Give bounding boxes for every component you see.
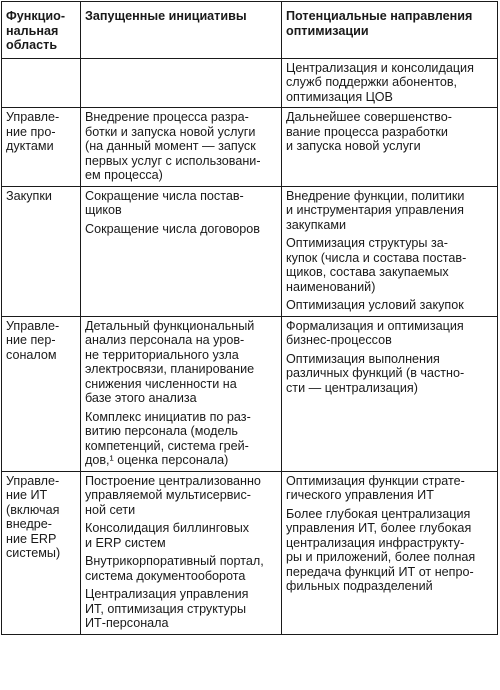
launched-item: Внедрение процесса разра- ботки и запуска новой услуги (на данный момент — запуск первых услуг с использовани- ем процесса): [85, 110, 261, 182]
header-launched-initiatives: Запущенные инициативы: [81, 2, 282, 59]
launched-cell: [81, 108, 282, 187]
table-row: [2, 58, 498, 108]
launched-item: Детальный функциональный анализ персонала на уров- не территориального узла электросвязи, планирование снижения численности на базе этого анализа: [85, 318, 255, 405]
launched-item: Комплекс инициатив по раз- витию персонала (модель компетенций, система грей- дов,¹ оценка персонала): [85, 409, 251, 467]
launched-cell: [81, 58, 282, 108]
header-potential-directions: Потенциальные направления оптимизации: [282, 2, 498, 59]
area-cell: Управле- ние про- дуктами: [2, 108, 81, 187]
table-row: [2, 471, 498, 634]
potential-item: Формализация и оптимизация бизнес-процессов: [286, 318, 464, 347]
table-row: [2, 108, 498, 187]
launched-cell: [81, 186, 282, 316]
potential-item: Внедрение функции, политики и инструментария управления закупками: [286, 188, 465, 232]
potential-item: Более глубокая централизация управления ИТ, более глубокая централизация инфраструкту- ры и приложений, более полная передача функций ИТ от непро- фильных подразделений: [286, 506, 476, 593]
header-functional-area: Функцио- нальная область: [2, 2, 81, 59]
launched-cell: [81, 471, 282, 634]
potential-cell: [282, 471, 498, 634]
area-cell: Управле- ние пер- соналом: [2, 316, 81, 471]
launched-cell: [81, 316, 282, 471]
area-cell: [2, 58, 81, 108]
potential-item: Оптимизация выполнения различных функций (в частно- сти — централизация): [286, 351, 465, 395]
launched-item: Сокращение числа договоров: [85, 221, 261, 236]
potential-cell: [282, 108, 498, 187]
potential-cell: [282, 186, 498, 316]
launched-item: Внутрикорпоративный портал, система документооборота: [85, 554, 264, 583]
potential-item: Централизация и консолидация служб поддержки абонентов, оптимизация ЦОВ: [286, 60, 474, 104]
potential-item: Дальнейшее совершенство- вание процесса разработки и запуска новой услуги: [286, 110, 452, 153]
area-cell: Закупки: [2, 186, 81, 316]
potential-item: Оптимизация функции страте- гического управления ИТ: [286, 473, 465, 502]
potential-cell: [282, 58, 498, 108]
table-header-row: [2, 2, 498, 59]
table-row: [2, 316, 498, 471]
launched-item: Консолидация биллинговых и ERP систем: [85, 521, 250, 550]
launched-item: Построение централизованно управляемой мультисервис- ной сети: [85, 473, 261, 517]
launched-item: Сокращение числа постав- щиков: [85, 188, 244, 217]
table-row: [2, 186, 498, 316]
potential-item: Оптимизация структуры за- купок (числа и состава постав- щиков, состава закупаемых наименований): [286, 236, 467, 294]
potential-item: Оптимизация условий закупок: [286, 298, 464, 312]
optimization-table: [1, 1, 498, 635]
launched-item: Централизация управления ИТ, оптимизация структуры ИТ-персонала: [85, 587, 249, 630]
potential-cell: [282, 316, 498, 471]
area-cell: Управле- ние ИТ (включая внедре- ние ERP системы): [2, 471, 81, 634]
